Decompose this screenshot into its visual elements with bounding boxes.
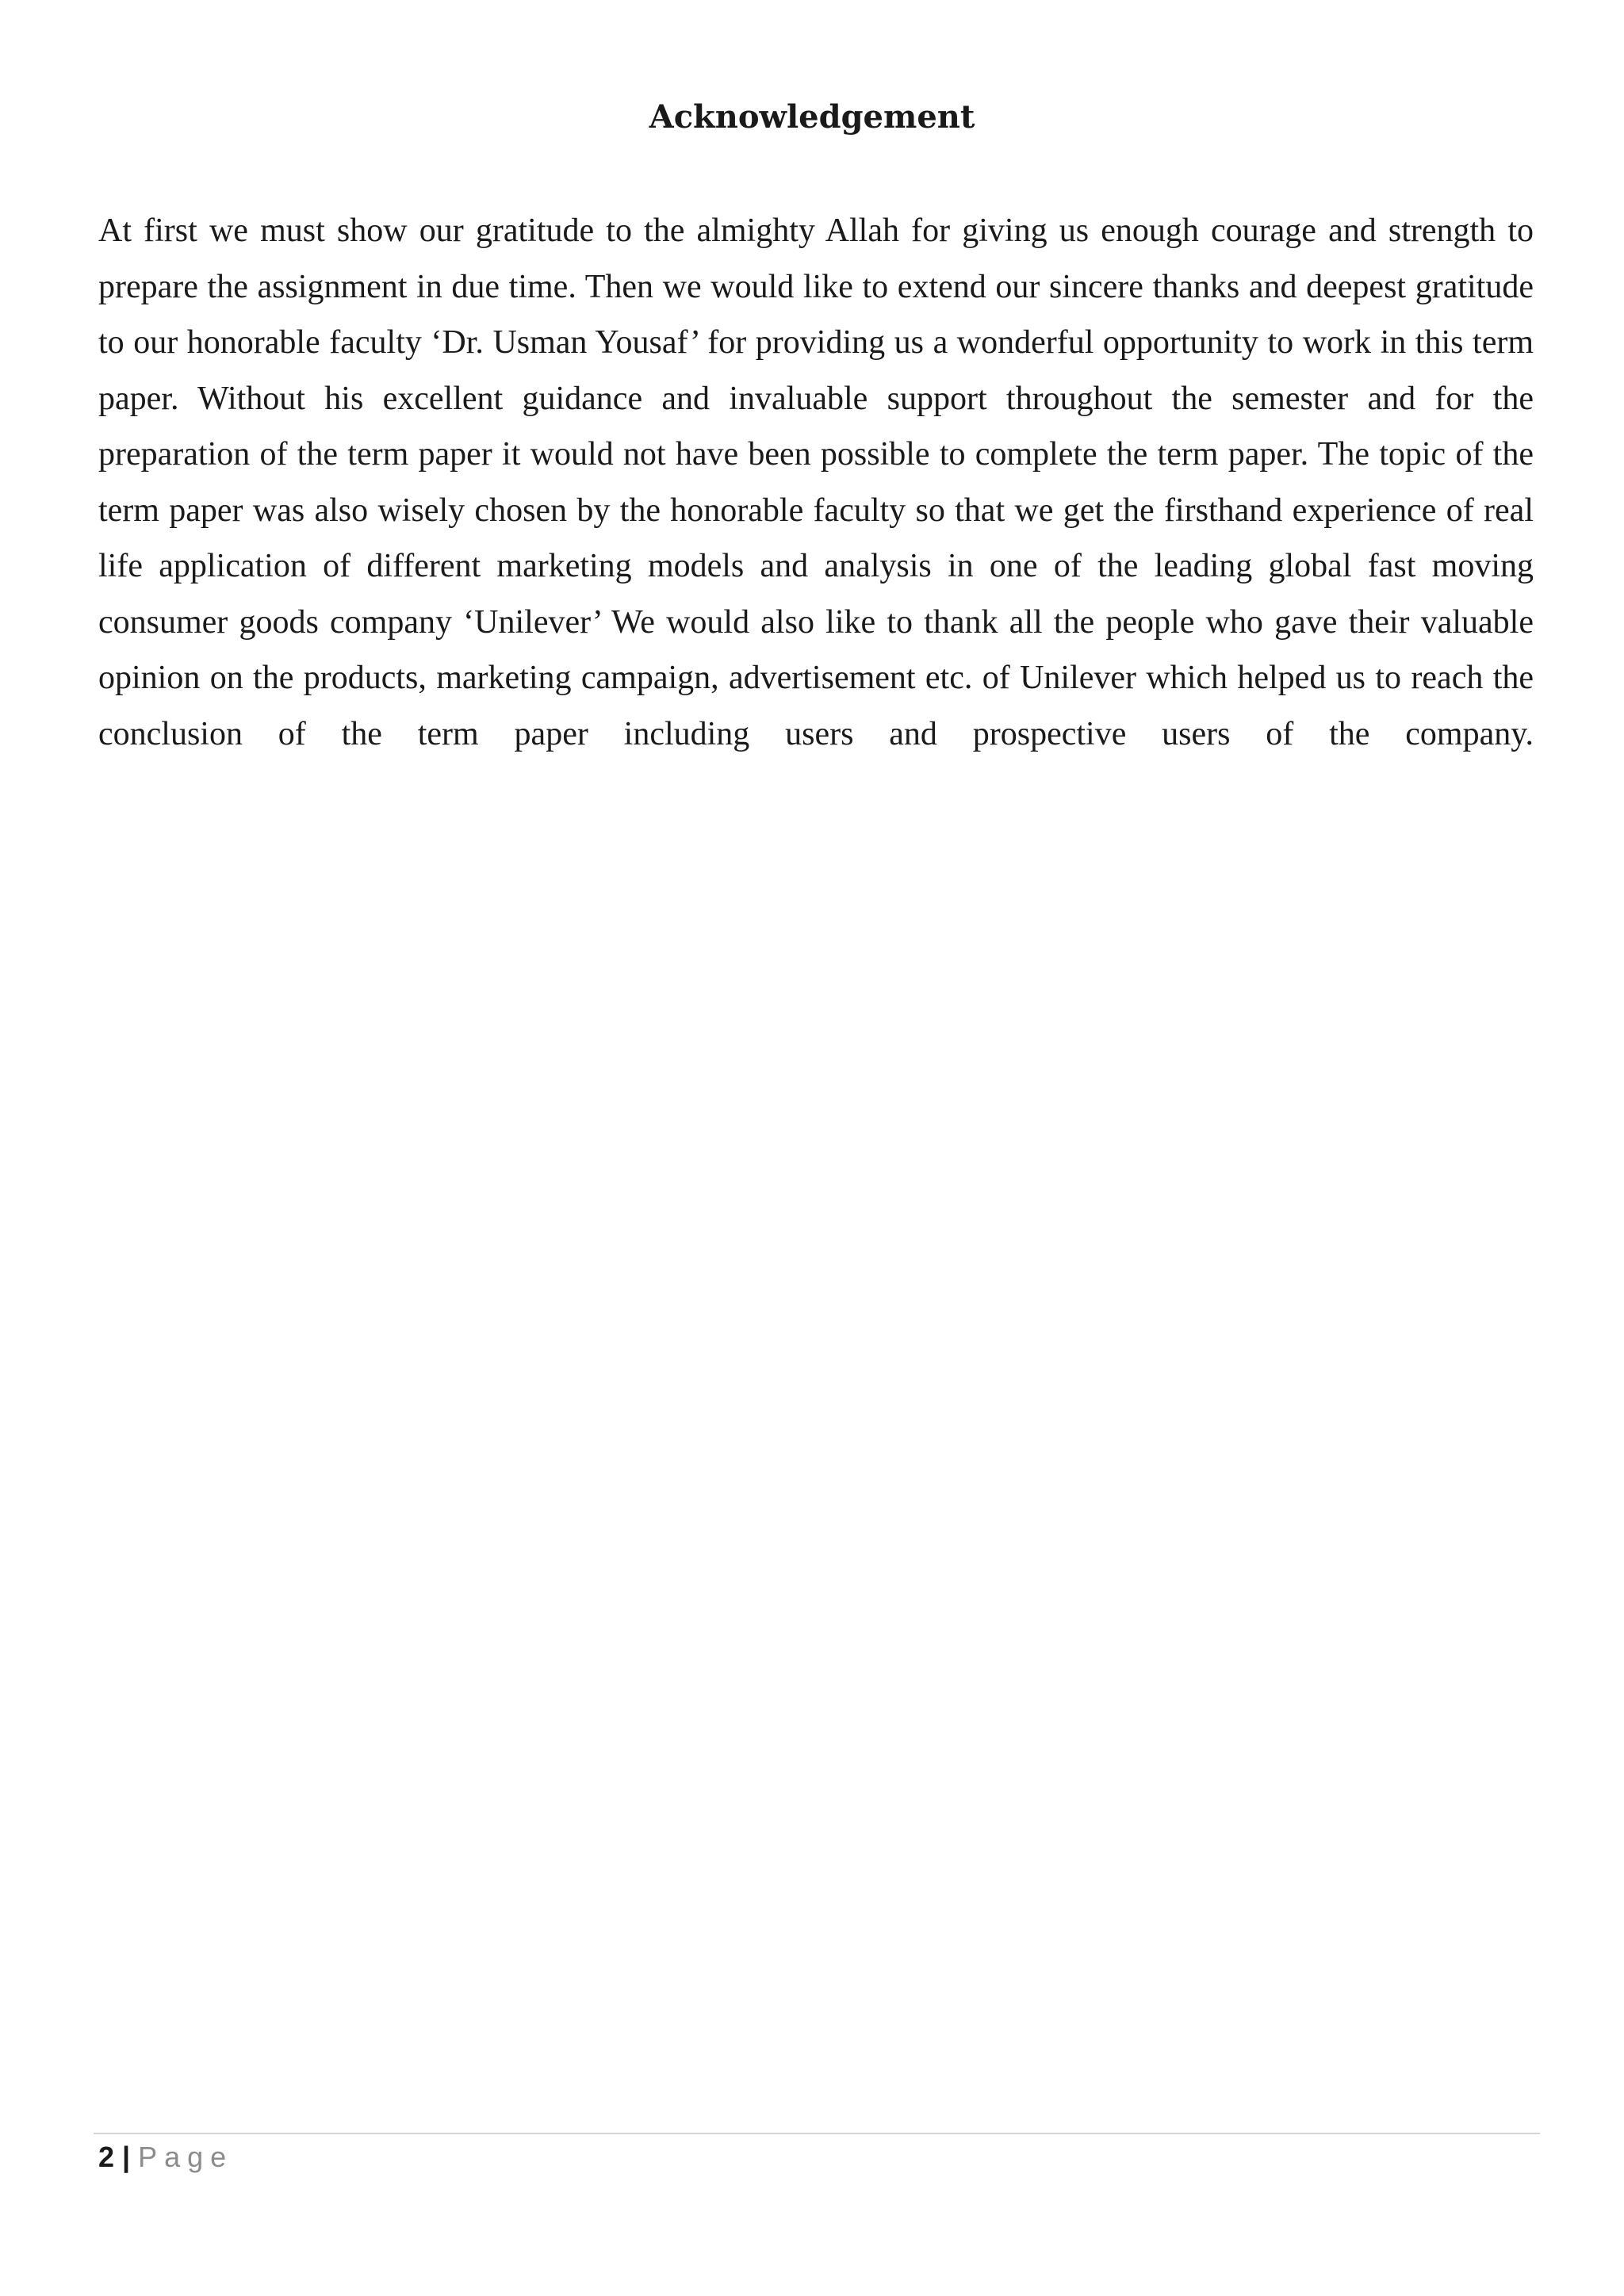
page-number: 2	[98, 2141, 115, 2173]
footer-separator: |	[122, 2141, 131, 2173]
footer-divider	[94, 2133, 1540, 2134]
acknowledgement-paragraph: At first we must show our gratitude to the almighty Allah for giving us enough courage and strength to prepare the assignment in due time. Then we would like to extend our sincere thanks and deepest gratitude to our honorable faculty ‘Dr. Usman Yousaf’ for providing us a wonderful opportunity to work in this term paper. Without his excellent guidance and invaluable support throughout the semester and for the preparation of the term paper it would not have been possible to complete the term paper. The topic of the term paper was also wisely chosen by the honorable faculty so that we get the firsthand experience of real life application of different marketing models and analysis in one of the leading global fast moving consumer goods company ‘Unilever’ We would also like to thank all the people who gave their valuable opinion on the products, marketing campaign, advertisement etc. of Unilever which helped us to reach the conclusion of the term paper including users and prospective users of the company.	[98, 212, 1534, 752]
page-footer	[98, 2137, 233, 2177]
page-label: Page	[138, 2141, 234, 2173]
page-title: Acknowledgement	[649, 98, 975, 136]
